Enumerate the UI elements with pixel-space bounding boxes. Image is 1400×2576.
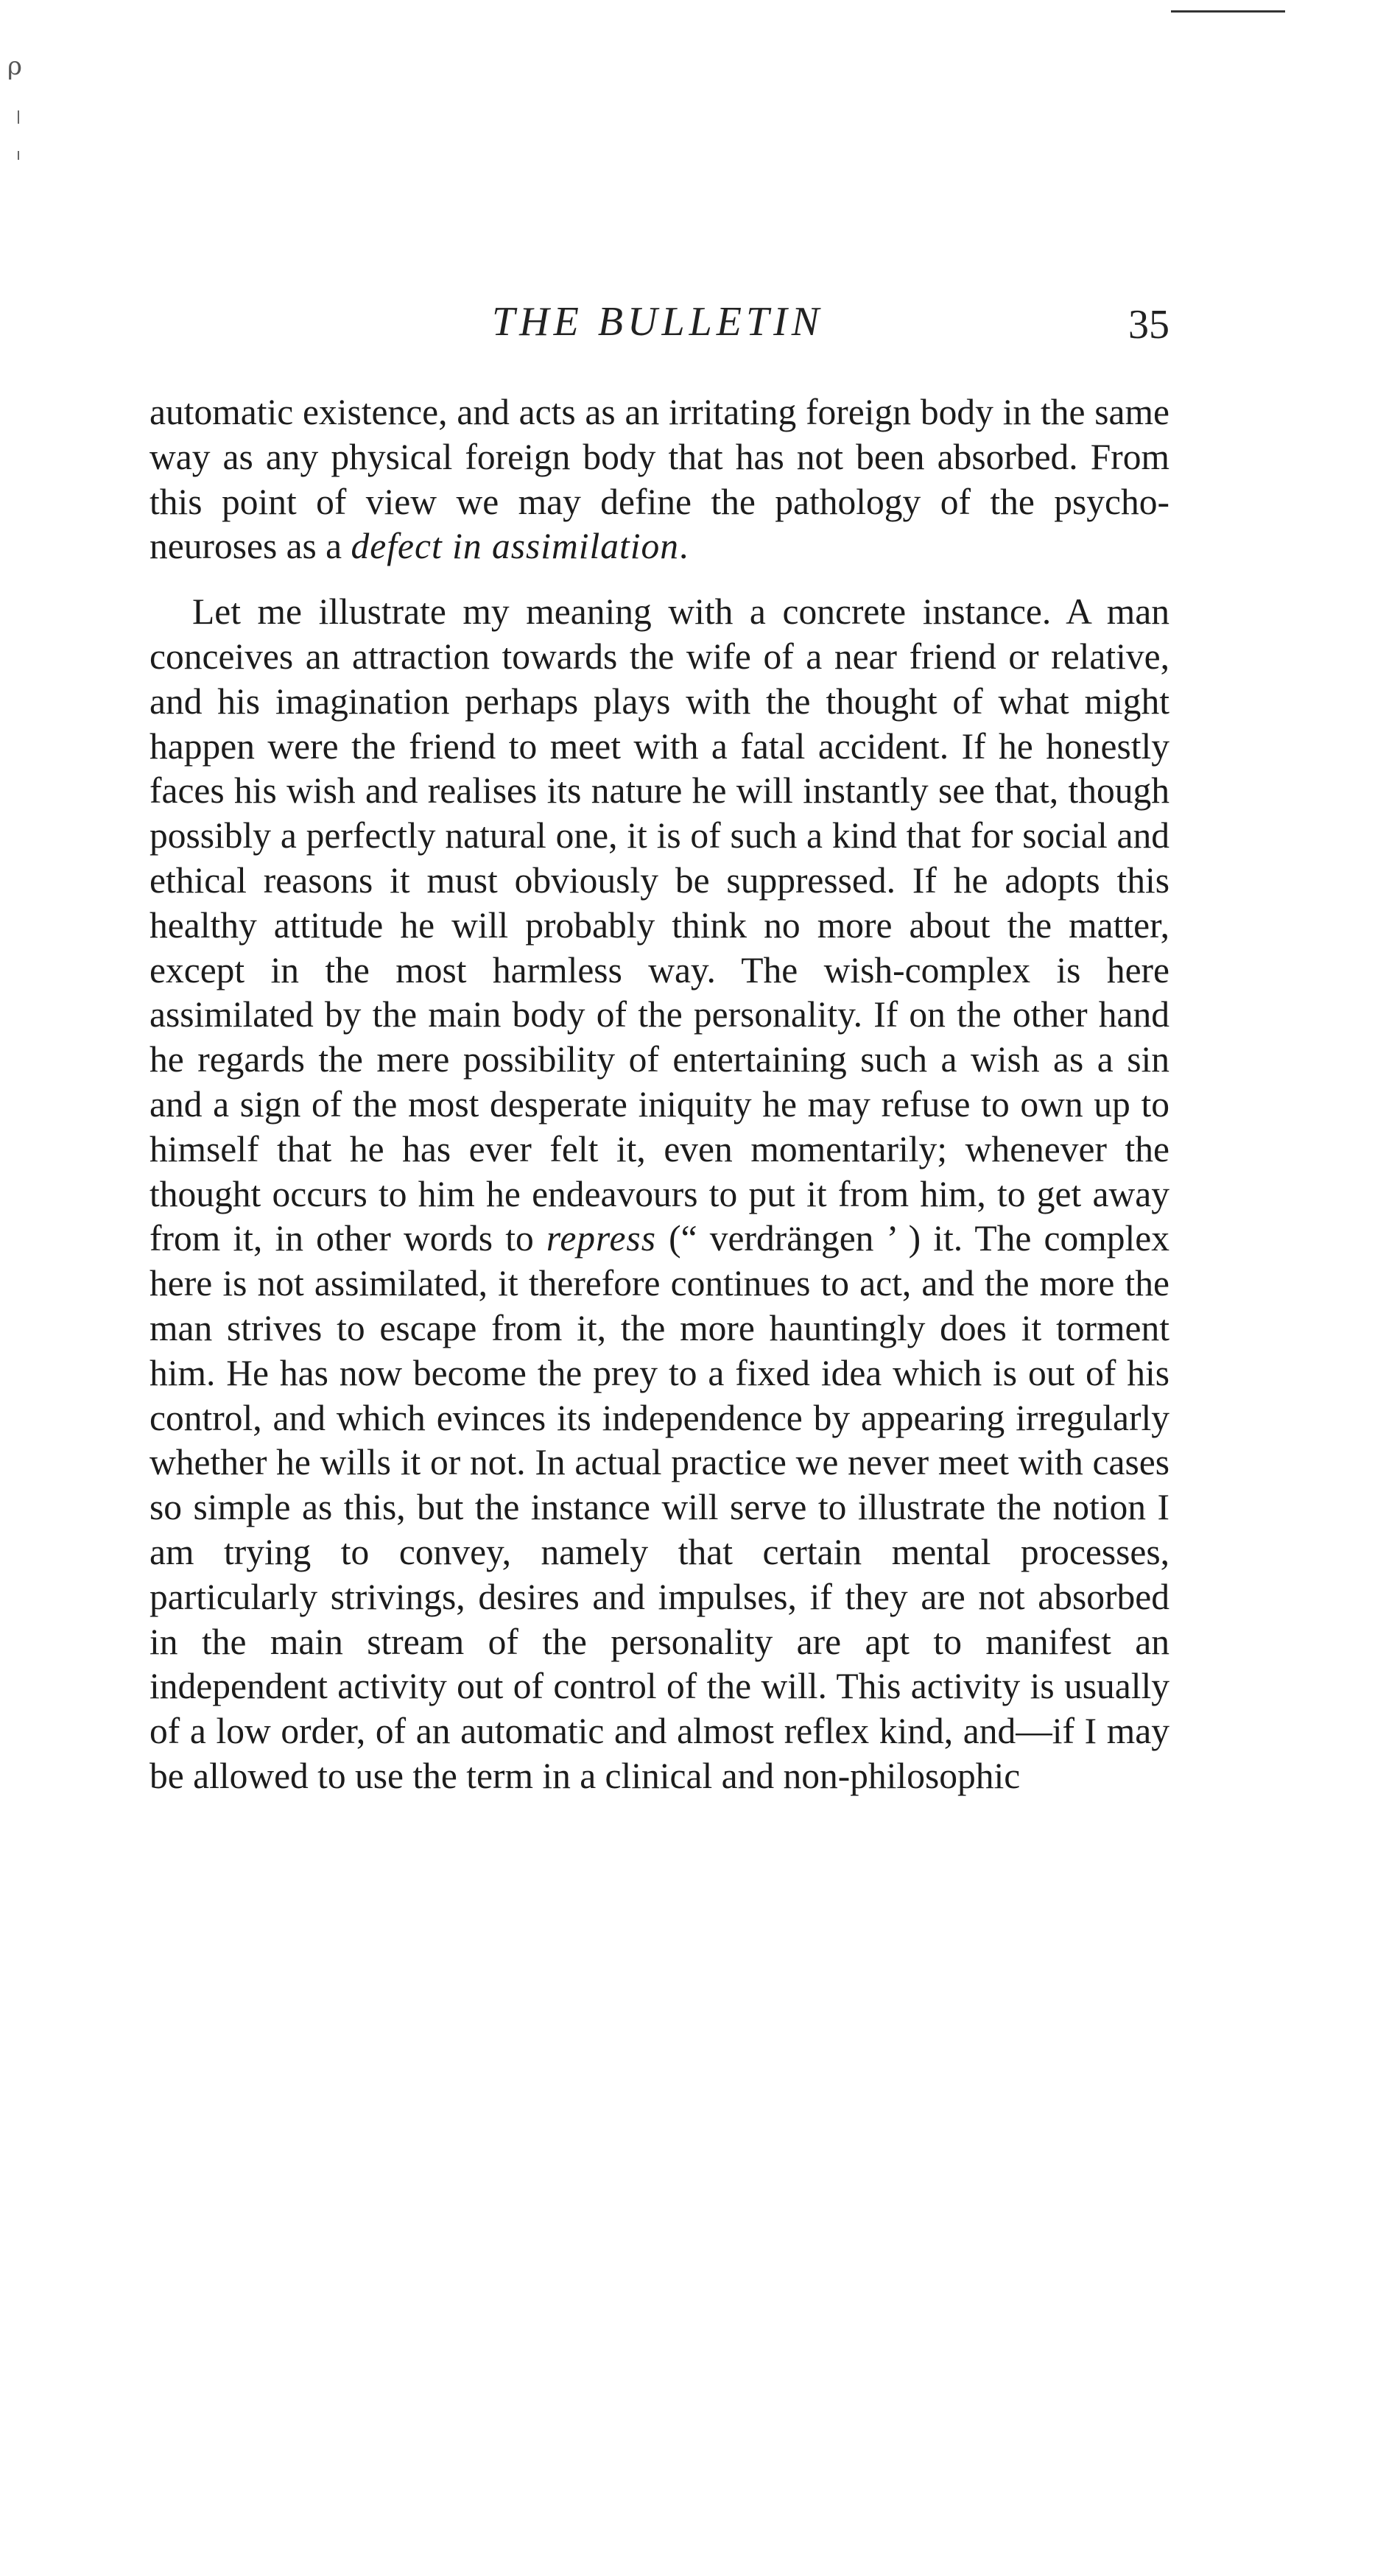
paragraph-text: (“ verdrängen ’ ) it. The complex here is not assimilated, it therefore continues to act, and the more the man strives to escape from it, the more hauntingly does it torment him. He has now become the prey to a fixed idea which is out of his control, and which evinces its independence by appearing irregularly whether he wills it or not. In actual practice we never meet with cases so simple as this, but the instance will serve to illustrate the notion I am trying to convey, namely that certain mental processes, particularly strivings, desires and impulses, if they are not absorbed in the main stream of the personality are apt to manifest an independent activity out of control of the will. This activity is usually of a low order, of an automatic and almost reflex kind, and—if I may be allowed to use the term in a clinical and non-philosophic (150, 1218, 1169, 1796)
running-head (150, 296, 1169, 348)
page-number: 35 (1128, 302, 1169, 348)
margin-tick (18, 110, 19, 124)
paragraph-text: automatic existence, and acts as an irritating foreign body in the same way as any physical foreign body that has not been absorbed. From this point of view we may define the pathology of the psycho-neuroses as a (150, 392, 1169, 567)
paragraph-text: . (679, 526, 689, 567)
running-title: THE BULLETIN (492, 299, 824, 345)
corner-mark: ρ (7, 52, 22, 81)
paragraph (150, 590, 1169, 1799)
body-text (150, 390, 1169, 1799)
emphasized-word: repress (546, 1218, 656, 1259)
paragraph (150, 390, 1169, 569)
margin-tick (18, 151, 19, 160)
emphasized-phrase: defect in assimilation (351, 526, 679, 567)
top-edge-rule (1171, 10, 1285, 13)
paragraph-text: Let me illustrate my meaning with a concrete instance. A man conceives an attraction towards the wife of a near friend or relative, and his imagination perhaps plays with the thought of what might happen were the friend to meet with a fatal accident. If he honestly faces his wish and realises its nature he will instantly see that, though possibly a perfectly natural one, it is of such a kind that for social and ethical reasons it must obviously be suppressed. If he adopts this healthy attitude he will probably think no more about the matter, except in the most harmless way. The wish-complex is here assimilated by the main body of the personality. If on the other hand he regards the mere possibility of entertaining such a wish as a sin and a sign of the most desperate iniquity he may refuse to own up to himself that he has ever felt it, even momentarily; whenever the thought occurs to him he endeavours to put it from him, to get away from it, in other words to (150, 591, 1169, 1259)
